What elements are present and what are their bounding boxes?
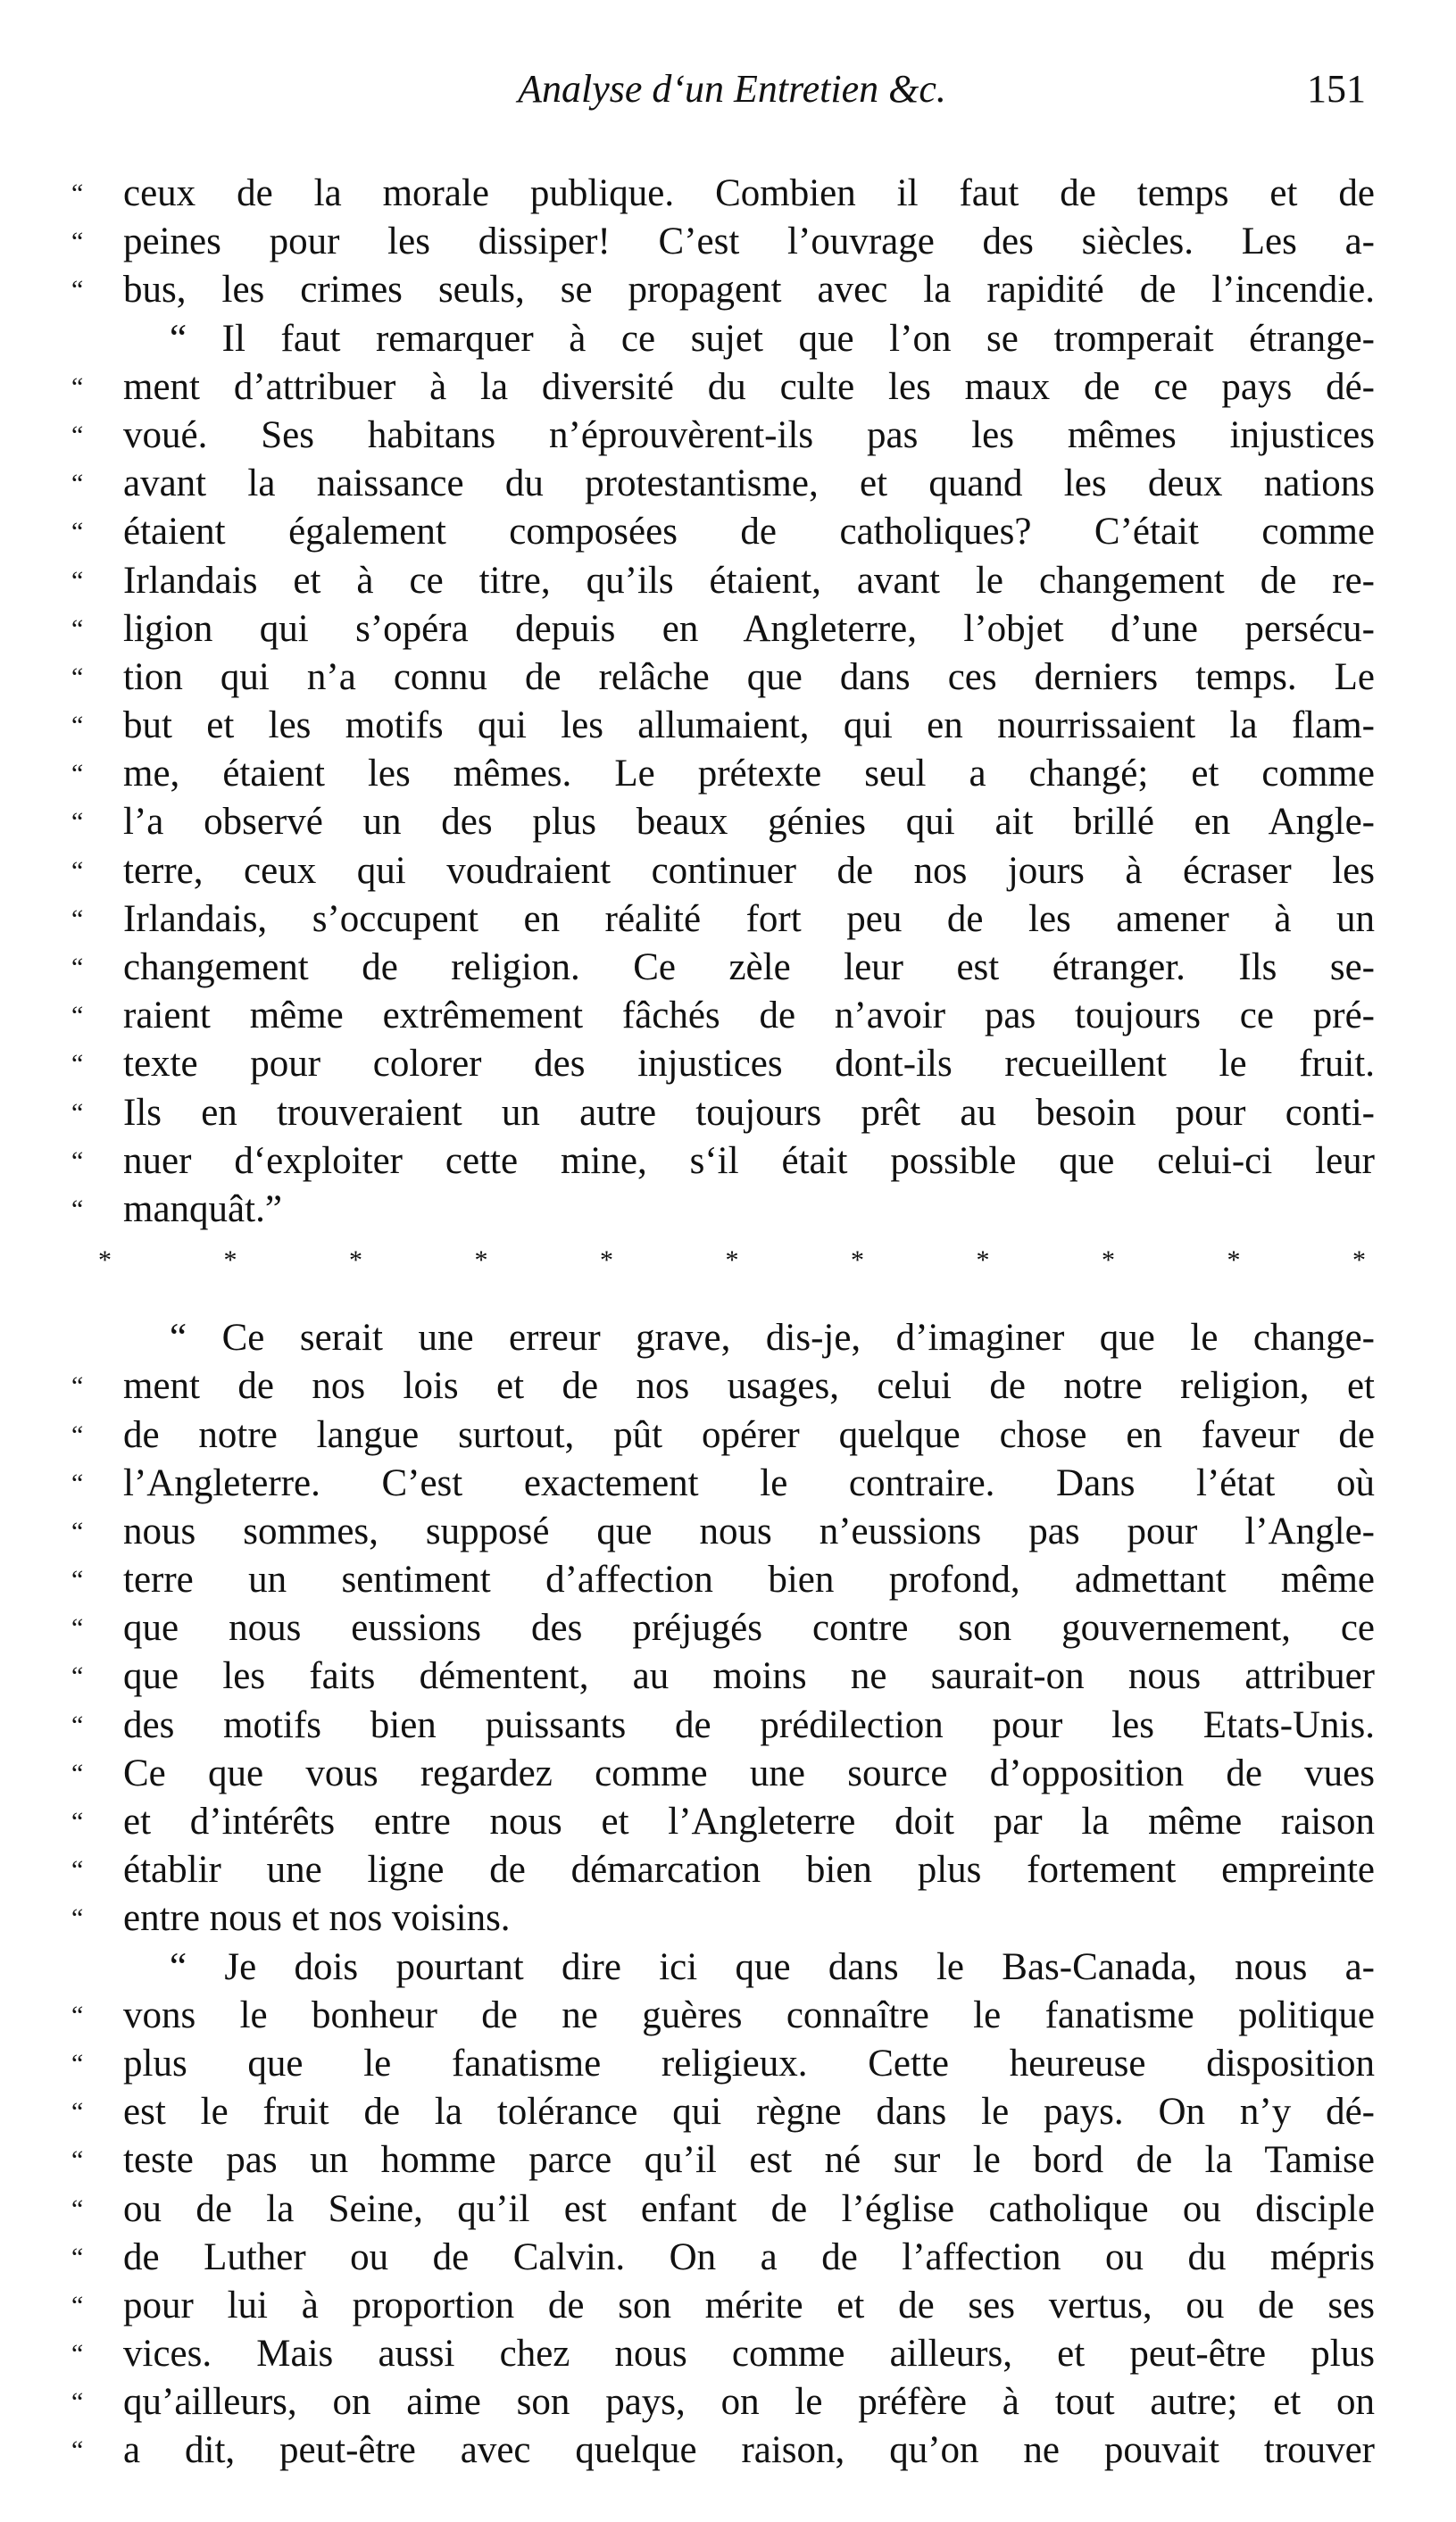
line-text: terre un sentiment d’affection bien profond, admettant même <box>123 1559 1375 1602</box>
line-text: plus que le fanatisme religieux. Cette heureuse disposition <box>123 2042 1375 2085</box>
line-text: texte pour colorer des injustices dont-ils recueillent le fruit. <box>123 1043 1375 1086</box>
quote-mark: “ <box>71 855 84 886</box>
quote-mark: “ <box>71 1613 84 1644</box>
line-text: ment de nos lois et de nos usages, celui de notre religion, et <box>123 1365 1375 1408</box>
text-line <box>71 702 1375 750</box>
text-line <box>71 2282 1375 2330</box>
quote-mark: “ <box>71 903 84 934</box>
quote-mark: “ <box>71 662 84 692</box>
line-text: peines pour les dissiper! C’est l’ouvrage des siècles. Les a- <box>123 221 1375 263</box>
text-line <box>71 750 1375 798</box>
line-text: Irlandais, s’occupent en réalité fort peu de les amener à un <box>123 897 1375 940</box>
line-text: ligion qui s’opéra depuis en Angleterre, l’objet d’une persécu- <box>123 607 1375 650</box>
quote-mark: “ <box>71 1807 84 1836</box>
text-line <box>71 1362 1375 1411</box>
line-text: que les faits démentent, au moins ne saurait-on nous attribuer <box>123 1655 1375 1698</box>
line-text: tion qui n’a connu de relâche que dans ces derniers temps. Le <box>123 655 1375 698</box>
quote-mark: “ <box>71 1516 84 1546</box>
text-line <box>71 2136 1375 2185</box>
line-text: teste pas un homme parce qu’il est né sur le bord de la Tamise <box>123 2139 1375 2182</box>
quote-mark: “ <box>71 1758 84 1788</box>
quote-mark: “ <box>71 2435 84 2466</box>
text-line <box>71 218 1375 266</box>
quote-mark: “ <box>71 1661 84 1692</box>
line-text: Ce que vous regardez comme une source d’opposition de vues <box>123 1752 1375 1794</box>
quote-mark: “ <box>71 227 84 257</box>
line-text: est le fruit de la tolérance qui règne dans le pays. On n’y dé- <box>123 2091 1375 2134</box>
line-text: des motifs bien puissants de prédilection pour les Etats-Unis. <box>123 1703 1375 1746</box>
line-text: manquât.” <box>123 1187 282 1230</box>
text-line <box>71 1040 1375 1088</box>
quote-mark: “ <box>71 469 84 499</box>
line-text: étaient également composées de catholiques? C’était comme <box>123 511 1375 554</box>
line-text: vons le bonheur de ne guères connaître le fanatisme politique <box>123 1993 1375 2036</box>
text-line <box>71 1702 1375 1750</box>
line-text: changement de religion. Ce zèle leur est étranger. Ils se- <box>123 946 1375 988</box>
line-text: nuer d‘exploiter cette mine, s‘il était possible que celui-ci leur <box>123 1139 1375 1182</box>
quote-mark: “ <box>71 2290 84 2320</box>
quote-mark: “ <box>71 1194 84 1224</box>
quote-mark: “ <box>71 275 84 305</box>
text-line <box>71 1089 1375 1137</box>
text-line <box>71 2234 1375 2282</box>
text-line <box>71 847 1375 895</box>
quote-mark: “ <box>71 953 84 982</box>
text-line <box>71 1894 1375 1943</box>
quote-mark: “ <box>71 711 84 741</box>
text-line <box>71 653 1375 702</box>
line-text: ou de la Seine, qu’il est enfant de l’église catholique ou disciple <box>123 2187 1375 2230</box>
quote-mark: “ <box>71 2339 84 2369</box>
text-line <box>71 798 1375 846</box>
text-line <box>71 363 1375 412</box>
line-text: raient même extrêmement fâchés de n’avoir pas toujours ce pré- <box>123 995 1375 1037</box>
quote-mark: “ <box>71 1710 84 1740</box>
quote-mark: “ <box>71 1145 84 1176</box>
line-text: “ Il faut remarquer à ce sujet que l’on se tromperait étrange- <box>170 317 1375 360</box>
quote-mark: “ <box>71 371 84 402</box>
text-line <box>71 1460 1375 1508</box>
quote-mark: “ <box>71 179 84 208</box>
text-line <box>71 1944 1375 1992</box>
line-text: voué. Ses habitans n’éprouvèrent-ils pas les mêmes injustices <box>123 413 1375 456</box>
quote-mark: “ <box>71 613 84 644</box>
quote-mark: “ <box>71 2242 84 2272</box>
text-line <box>71 1652 1375 1701</box>
text-line <box>71 557 1375 605</box>
line-text: de Luther ou de Calvin. On a de l’affection ou du mépris <box>123 2235 1375 2278</box>
line-text: me, étaient les mêmes. Le prétexte seul a changé; et comme <box>123 753 1375 795</box>
text-line <box>71 2088 1375 2136</box>
text-line <box>71 2040 1375 2088</box>
text-line <box>71 266 1375 314</box>
text-line <box>71 992 1375 1040</box>
quote-mark: “ <box>71 2193 84 2224</box>
quote-mark: “ <box>71 1371 84 1402</box>
running-head <box>98 62 1366 116</box>
text-line <box>71 508 1375 556</box>
line-text: ment d’attribuer à la diversité du culte les maux de ce pays dé- <box>123 365 1375 408</box>
text-line <box>71 2426 1375 2475</box>
text-line <box>71 1604 1375 1652</box>
line-text: “ Ce serait une erreur grave, dis-je, d’imaginer que le change- <box>170 1317 1375 1360</box>
text-line <box>71 944 1375 992</box>
text-line <box>71 315 1375 363</box>
text-line <box>71 1508 1375 1556</box>
text-line <box>71 2330 1375 2378</box>
text-line <box>71 895 1375 944</box>
text-line <box>71 170 1375 218</box>
quote-mark: “ <box>71 759 84 789</box>
text-line <box>71 605 1375 653</box>
quote-mark: “ <box>71 1419 84 1450</box>
line-text: établir une ligne de démarcation bien plus fortement empreinte <box>123 1849 1375 1892</box>
section-separator: * * * * * * * * * * * <box>98 1245 1366 1276</box>
line-text: et d’intérêts entre nous et l’Angleterre doit par la même raison <box>123 1801 1375 1843</box>
quote-mark: “ <box>71 2000 84 2030</box>
text-line <box>71 1137 1375 1186</box>
text-line <box>71 1798 1375 1846</box>
line-text: terre, ceux qui voudraient continuer de nos jours à écraser les <box>123 849 1375 892</box>
quote-mark: “ <box>71 1855 84 1885</box>
text-line <box>71 1846 1375 1894</box>
line-text: entre nous et nos voisins. <box>123 1897 511 1940</box>
quote-mark: “ <box>71 2048 84 2078</box>
text-line <box>71 1411 1375 1460</box>
text-line <box>71 2378 1375 2426</box>
text-line <box>71 1556 1375 1604</box>
line-text: pour lui à proportion de son mérite et de ses vertus, ou de ses <box>123 2284 1375 2326</box>
running-title: Analyse d‘un Entretien &c. <box>518 67 946 111</box>
line-text: avant la naissance du protestantisme, et quand les deux nations <box>123 462 1375 505</box>
text-line <box>71 1750 1375 1798</box>
line-text: nous sommes, supposé que nous n’eussions pas pour l’Angle- <box>123 1510 1375 1552</box>
line-text: bus, les crimes seuls, se propagent avec la rapidité de l’incendie. <box>123 269 1375 312</box>
quote-mark: “ <box>71 807 84 837</box>
line-text: “ Je dois pourtant dire ici que dans le Bas-Canada, nous a- <box>170 1945 1375 1988</box>
line-text: a dit, peut-être avec quelque raison, qu’on ne pouvait trouver <box>123 2429 1375 2472</box>
quote-mark: “ <box>71 2145 84 2176</box>
line-text: l’a observé un des plus beaux génies qui ait brillé en Angle- <box>123 801 1375 844</box>
text-line <box>71 412 1375 460</box>
quote-mark: “ <box>71 1001 84 1031</box>
text-line <box>71 1314 1375 1362</box>
text-line <box>71 2185 1375 2234</box>
line-text: but et les motifs qui les allumaient, qui en nourrissaient la flam- <box>123 704 1375 747</box>
line-text: que nous eussions des préjugés contre son gouvernement, ce <box>123 1607 1375 1650</box>
quote-mark: “ <box>71 1903 84 1934</box>
quote-mark: “ <box>71 517 84 547</box>
quote-mark: “ <box>71 1049 84 1079</box>
text-line <box>71 1992 1375 2040</box>
quote-mark: “ <box>71 1097 84 1128</box>
quote-mark: “ <box>71 420 84 450</box>
line-text: vices. Mais aussi chez nous comme ailleurs, et peut-être plus <box>123 2333 1375 2376</box>
line-text: l’Angleterre. C’est exactement le contraire. Dans l’état où <box>123 1461 1375 1504</box>
quote-mark: “ <box>71 2387 84 2418</box>
line-text: ceux de la morale publique. Combien il faut de temps et de <box>123 172 1375 214</box>
page-number: 151 <box>1307 67 1366 111</box>
quote-mark: “ <box>71 565 84 595</box>
text-line <box>71 1186 1375 1234</box>
quote-mark: “ <box>71 2097 84 2127</box>
line-text: de notre langue surtout, pût opérer quelque chose en faveur de <box>123 1413 1375 1456</box>
text-line <box>71 460 1375 508</box>
quote-mark: “ <box>71 1468 84 1498</box>
body-text <box>71 170 1375 2476</box>
line-text: Irlandais et à ce titre, qu’ils étaient, avant le changement de re- <box>123 559 1375 602</box>
line-text: qu’ailleurs, on aime son pays, on le préfère à tout autre; et on <box>123 2381 1375 2424</box>
line-text: Ils en trouveraient un autre toujours prêt au besoin pour conti- <box>123 1091 1375 1134</box>
quote-mark: “ <box>71 1565 84 1595</box>
